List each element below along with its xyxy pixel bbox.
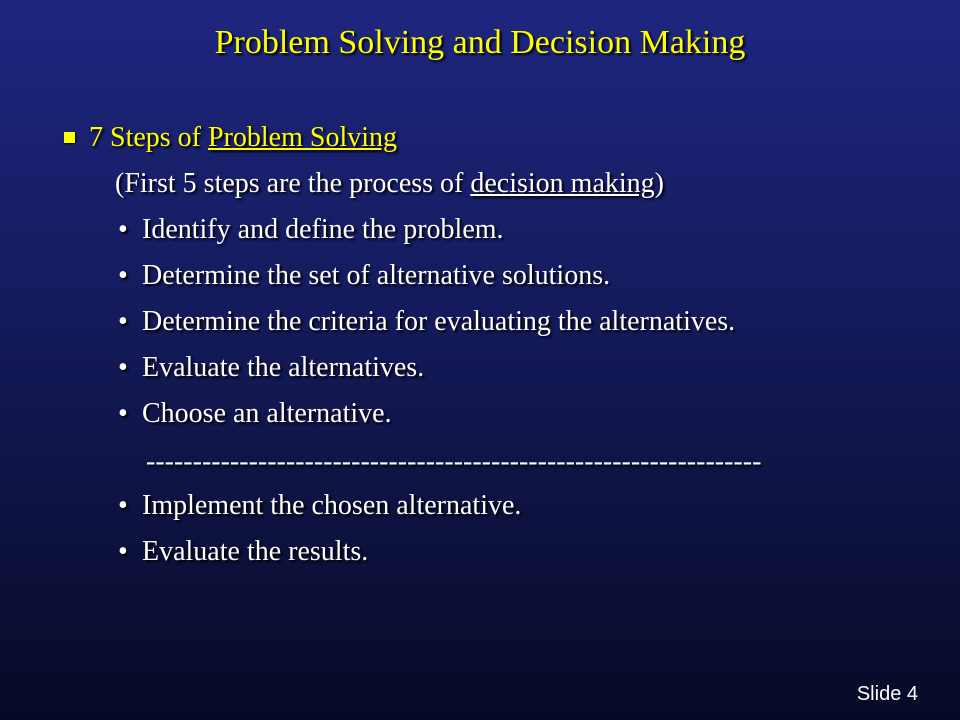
step-item	[118, 306, 735, 338]
step-item	[118, 490, 521, 522]
bullet-dot-icon: •	[118, 536, 128, 567]
main-bullet-underlined: Problem Solving	[208, 122, 398, 153]
main-bullet-prefix: 7 Steps of	[89, 122, 208, 153]
step-text: Determine the set of alternative solutions.	[142, 260, 611, 291]
step-text: Implement the chosen alternative.	[142, 490, 522, 521]
note-underlined: decision making	[470, 168, 655, 199]
bullet-dot-icon: •	[118, 306, 128, 337]
step-item	[118, 536, 368, 568]
note-prefix: (First 5 steps are the process of	[115, 168, 471, 199]
step-text: Identify and define the problem.	[142, 214, 504, 245]
bullet-dot-icon: •	[118, 398, 128, 429]
square-bullet-icon	[64, 132, 75, 143]
slide-title: Problem Solving and Decision Making	[214, 24, 746, 61]
step-item	[118, 260, 610, 292]
step-text: Evaluate the alternatives.	[142, 352, 425, 383]
step-item	[118, 398, 392, 430]
bullet-dot-icon: •	[118, 352, 128, 383]
step-text: Evaluate the results.	[142, 536, 369, 567]
bullet-dot-icon: •	[118, 490, 128, 521]
slide-number: Slide 4	[856, 683, 918, 705]
divider-line: ------------------------------------------------------------------	[146, 446, 762, 477]
step-item	[118, 352, 424, 384]
step-item	[118, 214, 504, 246]
note-suffix: )	[654, 168, 664, 199]
decision-making-note	[115, 168, 664, 200]
step-text: Choose an alternative.	[142, 398, 392, 429]
bullet-dot-icon: •	[118, 260, 128, 291]
main-bullet	[64, 122, 397, 154]
bullet-dot-icon: •	[118, 214, 128, 245]
step-text: Determine the criteria for evaluating the alternatives.	[142, 306, 736, 337]
